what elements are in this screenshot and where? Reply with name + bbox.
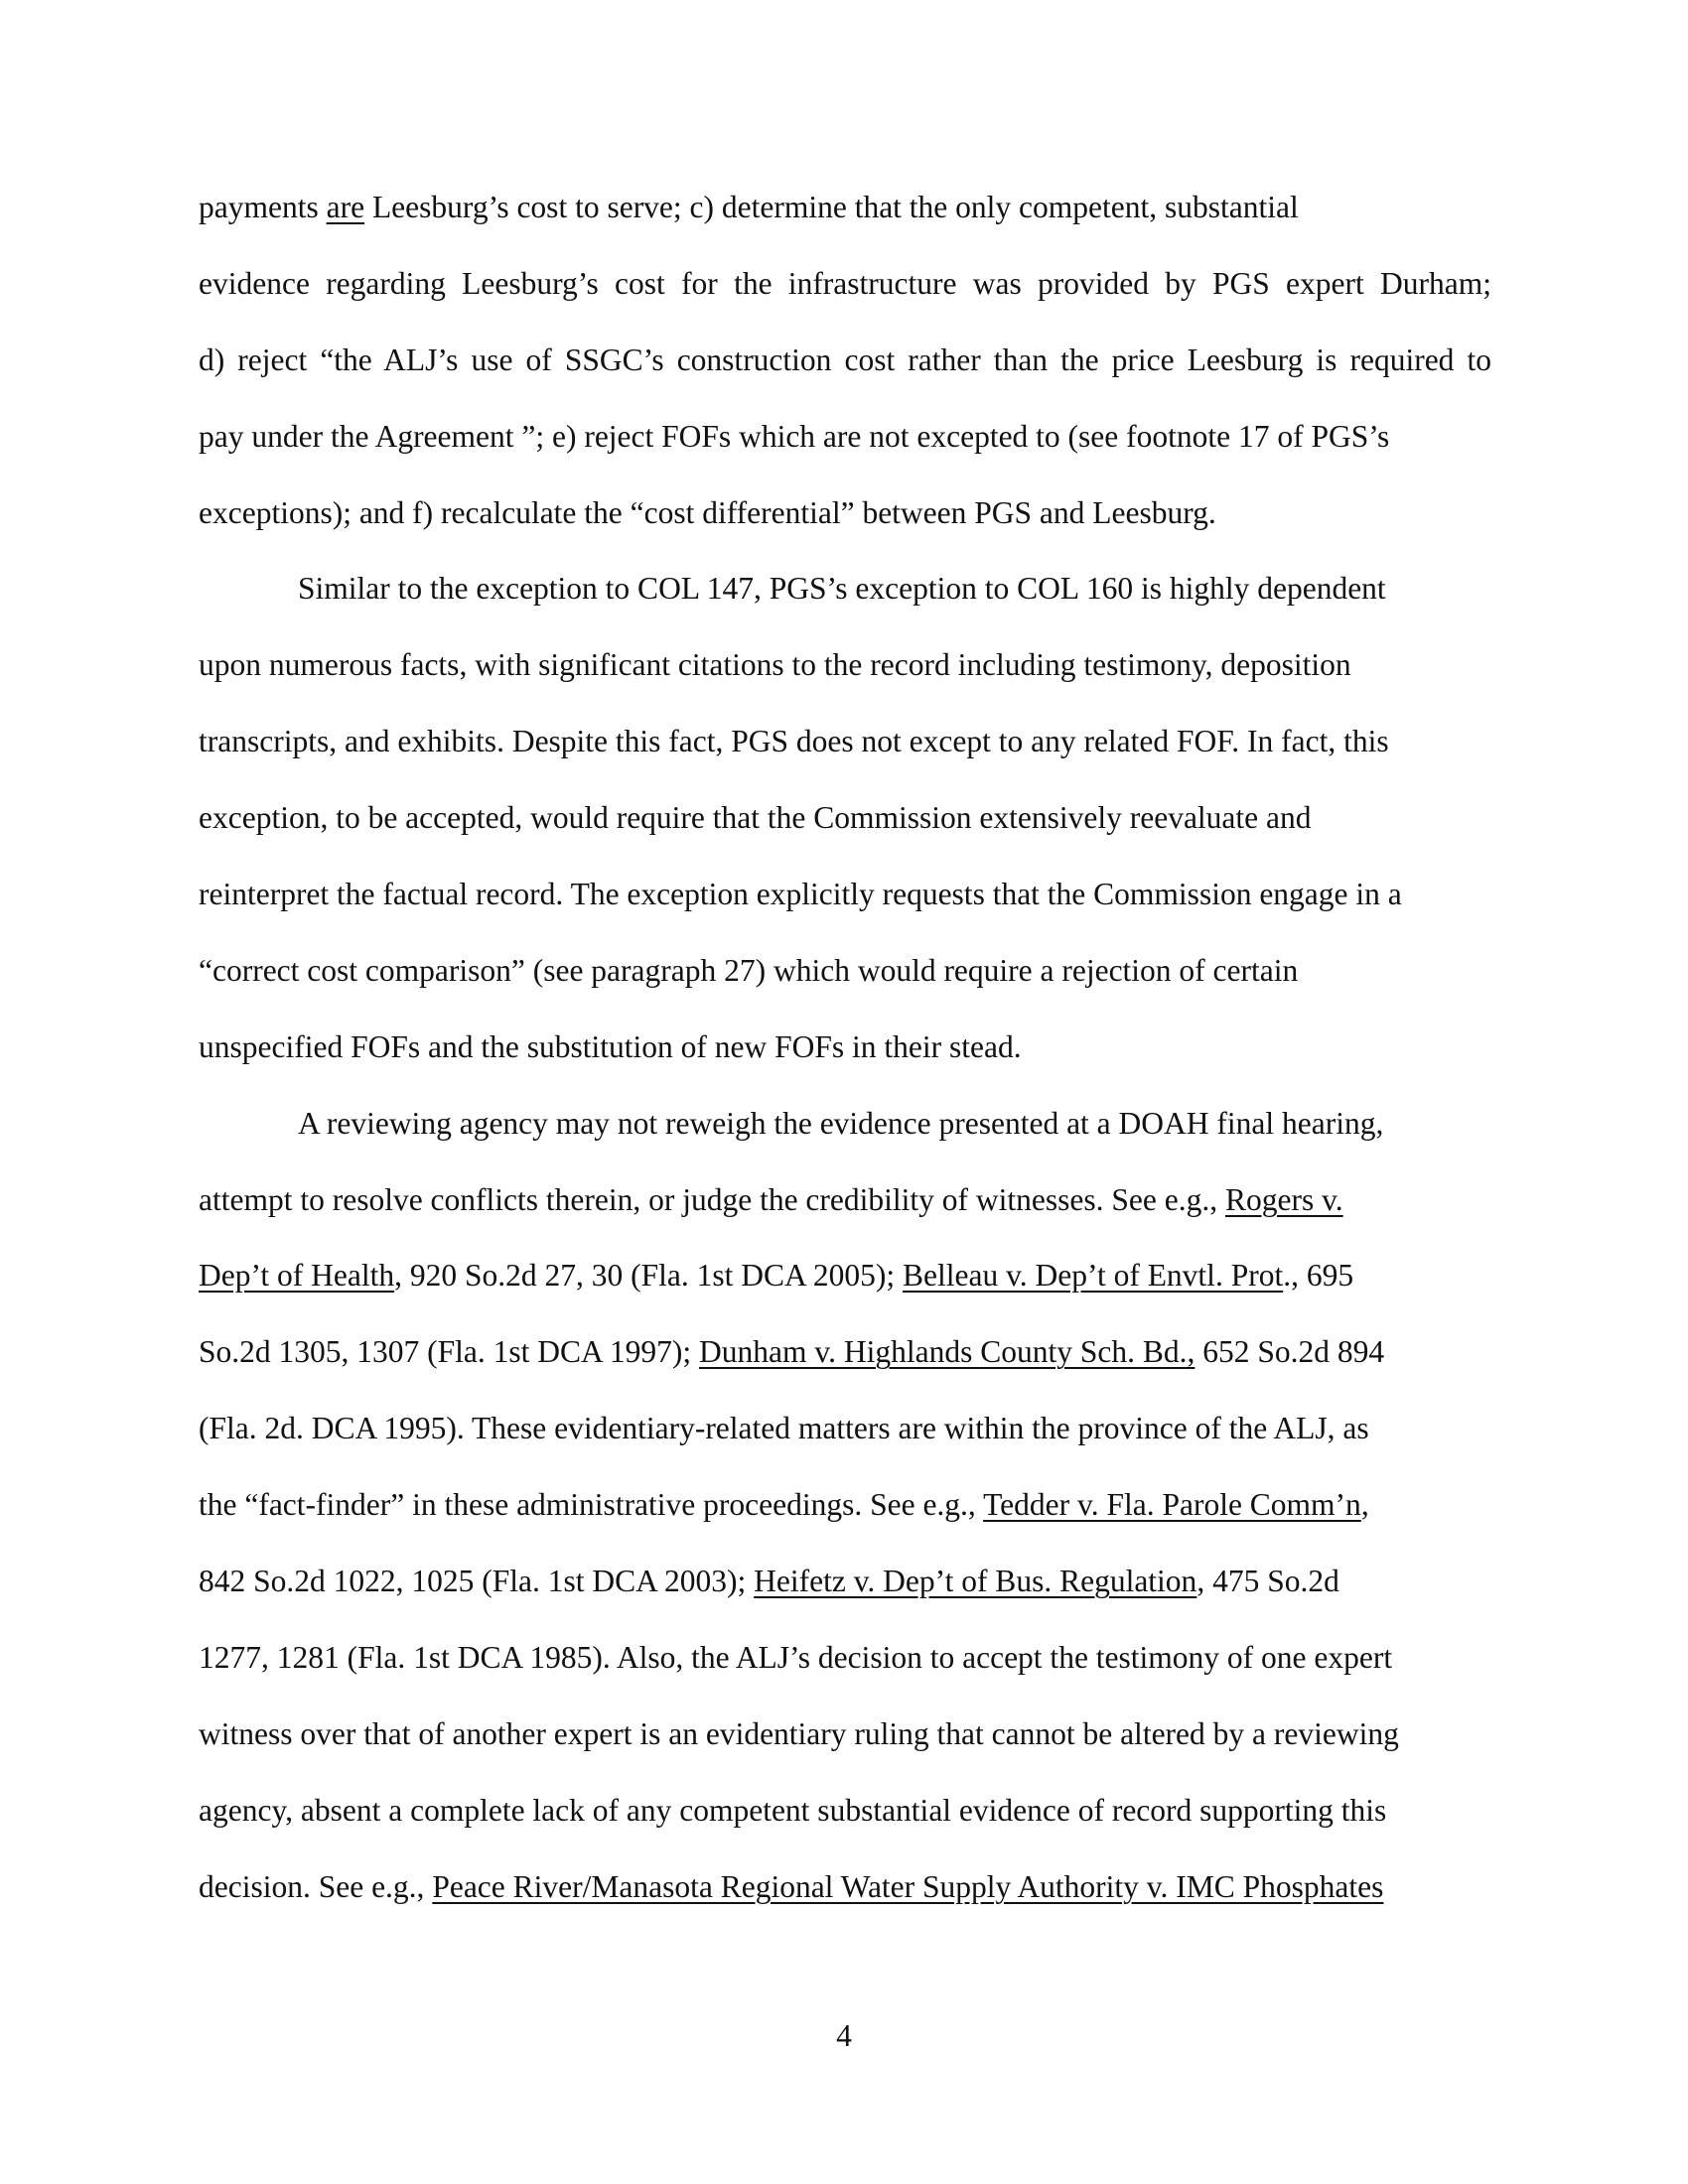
- case-citation: Heifetz v. Dep’t of Bus. Regulation: [754, 1564, 1197, 1599]
- text-run: the “fact-finder” in these administrative proceedings. See e.g.,: [199, 1487, 984, 1523]
- text-line: [199, 1101, 1491, 1177]
- case-citation: Dep’t of Health: [199, 1258, 395, 1294]
- page-number: 4: [836, 2018, 852, 2053]
- text-line: [199, 1177, 1491, 1254]
- text-run: A reviewing agency may not reweigh the evidence presented at a DOAH final hearing,: [298, 1105, 1384, 1141]
- text-run: So.2d 1305, 1307 (Fla. 1st DCA 1997);: [199, 1334, 700, 1370]
- text-line: [199, 338, 1491, 414]
- text-line: [199, 185, 1491, 261]
- text-run: transcripts, and exhibits. Despite this fact, PGS does not except to any related FOF. In fact, this: [199, 724, 1389, 759]
- text-run: upon numerous facts, with significant citations to the record including testimony, deposition: [199, 647, 1351, 683]
- text-line: [199, 795, 1491, 872]
- text-run: evidence regarding Leesburg’s cost for the infrastructure was provided by PGS expert Durham;: [199, 265, 1491, 301]
- text-run: , 920 So.2d 27, 30 (Fla. 1st DCA 2005);: [394, 1258, 904, 1294]
- text-line: [199, 1253, 1491, 1329]
- text-line: [199, 948, 1491, 1024]
- text-line: [199, 1329, 1491, 1406]
- case-citation: Peace River/Manasota Regional Water Supply Authority v. IMC Phosphates: [432, 1868, 1384, 1904]
- text-run: d) reject “the ALJ’s use of SSGC’s construction cost rather than the price Leesburg is required to: [199, 341, 1491, 377]
- case-citation: Tedder v. Fla. Parole Comm’n: [983, 1487, 1361, 1523]
- text-run: Similar to the exception to COL 147, PGS’s exception to COL 160 is highly dependent: [298, 571, 1386, 607]
- text-run: pay under the Agreement ”; e) reject FOFs which are not excepted to (see footnote 17 of PGS’s: [199, 418, 1390, 454]
- text-run: witness over that of another expert is an evidentiary ruling that cannot be altered by a reviewing: [199, 1715, 1399, 1751]
- text-line: [199, 872, 1491, 948]
- text-run: ., 695: [1283, 1258, 1354, 1294]
- text-line: [199, 1711, 1491, 1788]
- text-line: [199, 1788, 1491, 1864]
- case-citation: Rogers v.: [1224, 1181, 1343, 1217]
- text-run: attempt to resolve conflicts therein, or judge the credibility of witnesses. See e.g.,: [199, 1181, 1225, 1217]
- text-run: exceptions); and f) recalculate the “cost differential” between PGS and Leesburg.: [199, 494, 1216, 530]
- text-line: [199, 1406, 1491, 1482]
- text-line: [199, 1864, 1491, 1941]
- text-run: (Fla. 2d. DCA 1995). These evidentiary-related matters are within the province of the ALJ, as: [199, 1411, 1369, 1446]
- case-citation: Belleau v. Dep’t of Envtl. Prot: [903, 1258, 1284, 1294]
- text-run: unspecified FOFs and the substitution of new FOFs in their stead.: [199, 1028, 1022, 1064]
- text-run: agency, absent a complete lack of any competent substantial evidence of record supporting this: [199, 1792, 1387, 1828]
- text-line: [199, 490, 1491, 567]
- text-line: [199, 642, 1491, 719]
- text-run: Leesburg’s cost to serve; c) determine that the only competent, substantial: [364, 190, 1299, 224]
- text-run: reinterpret the factual record. The exception explicitly requests that the Commission engage in a: [199, 877, 1402, 912]
- text-line: [199, 719, 1491, 795]
- body-text: [199, 185, 1491, 1940]
- text-run: decision. See e.g.,: [199, 1868, 433, 1904]
- case-citation: Dunham v. Highlands County Sch. Bd.,: [699, 1334, 1196, 1370]
- text-line: [199, 1024, 1491, 1101]
- text-run: 1277, 1281 (Fla. 1st DCA 1985). Also, the ALJ’s decision to accept the testimony of one expert: [199, 1639, 1393, 1675]
- text-line: [199, 1482, 1491, 1559]
- text-run: “correct cost comparison” (see paragraph 27) which would require a rejection of certain: [199, 952, 1299, 988]
- text-run: 652 So.2d 894: [1195, 1334, 1385, 1370]
- text-line: [199, 261, 1491, 338]
- text-line: [199, 1559, 1491, 1635]
- text-line: [199, 1635, 1491, 1711]
- text-line: [199, 566, 1491, 642]
- text-line: [199, 414, 1491, 490]
- text-run: payments: [199, 190, 327, 224]
- text-run: ,: [1360, 1487, 1369, 1523]
- text-run: exception, to be accepted, would require that the Commission extensively reevaluate and: [199, 800, 1312, 836]
- text-run: 842 So.2d 1022, 1025 (Fla. 1st DCA 2003);: [199, 1564, 755, 1599]
- text-run: , 475 So.2d: [1196, 1564, 1339, 1599]
- case-citation: are: [326, 190, 365, 224]
